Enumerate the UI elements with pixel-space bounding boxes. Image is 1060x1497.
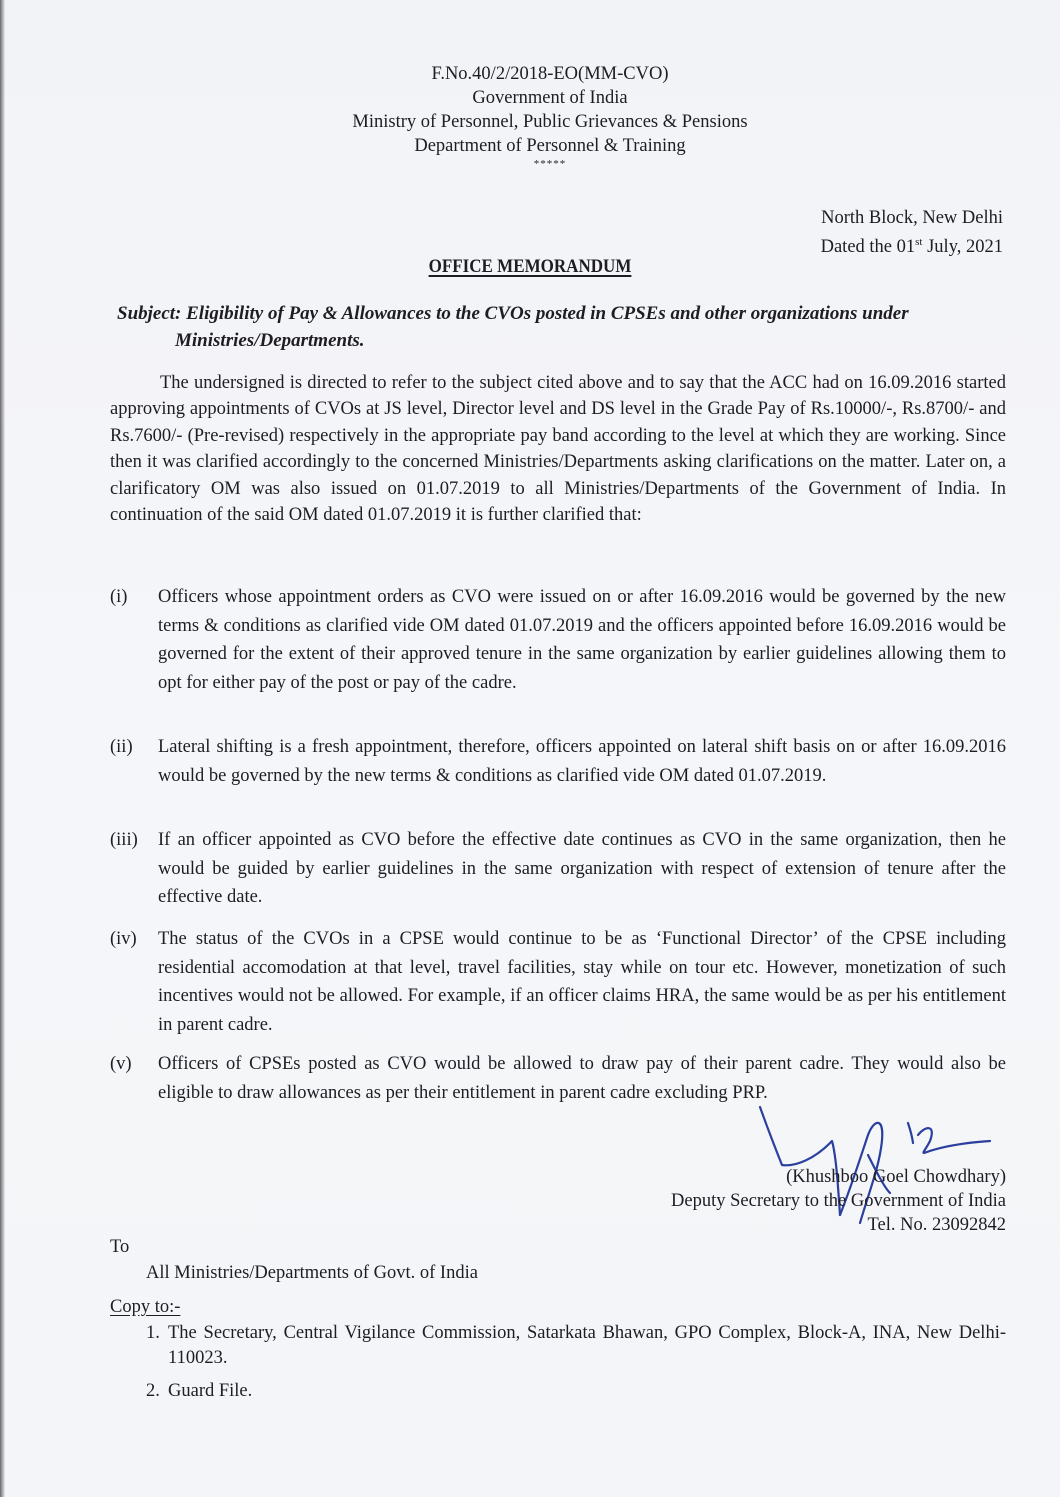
intro-paragraph: The undersigned is directed to refer to the subject cited above and to say that the ACC had on 16.09.2016 started approving appointments of CVOs at JS level, Director level and DS level in the Grade Pay of Rs.10000/-, Rs.8700/- and Rs.7600/- (Pre-revised) respectively in the appropriate pay band according to the level at which they are working. Since then it was clarified accordingly to the concerned Ministries/Departments asking clarifications on the matter. Later on, a clarificatory OM was also issued on 01.07.2019 to all Ministries/Departments of the Government of India. In continuation of the said OM dated 01.07.2019 it is further clarified that: [110, 373, 1006, 526]
clause-text: Officers whose appointment orders as CVO were issued on or after 16.09.2016 would be governed by the new terms & conditions as clarified vide OM dated 01.07.2019 and the officers appointed before 16.09.2016 would be governed for the extent of their approved tenure in the same organization by earlier guidelines allowing them to opt for either pay of the post or pay of the cadre. [158, 587, 1006, 693]
date-prefix: Dated the 01 [820, 237, 916, 258]
clause-number: (i) [110, 587, 128, 607]
clause-number: (v) [110, 1054, 132, 1074]
subject-line-2: Ministries/Departments. [175, 330, 365, 351]
place: North Block, New Delhi [821, 208, 1003, 228]
clause-i [110, 583, 1006, 697]
copy-to-list [146, 1321, 1006, 1412]
signatory-designation: Deputy Secretary to the Government of India [671, 1191, 1006, 1211]
clause-iv [110, 925, 1006, 1039]
clause-iii [110, 826, 1006, 912]
copy-item [146, 1379, 1006, 1404]
copy-item-number: 2. [146, 1381, 160, 1401]
subject-line-1: Subject: Eligibility of Pay & Allowances to the CVOs posted in CPSEs and other organizations under [117, 303, 909, 324]
copy-to-label: Copy to:- [110, 1297, 181, 1317]
clause-ii [110, 733, 1006, 790]
clause-text: Lateral shifting is a fresh appointment, therefore, officers appointed on lateral shift basis on or after 16.09.2016 would be governed by the new terms & conditions as clarified vide OM dated 01.07.2019. [158, 737, 1006, 786]
signatory-name: (Khushboo Goel Chowdhary) [786, 1167, 1006, 1187]
separator-stars: ***** [533, 158, 567, 170]
clause-text: If an officer appointed as CVO before the effective date continues as CVO in the same organization, then he would be guided by earlier guidelines in the same organization with respect of extension of tenure after the effective date. [158, 830, 1006, 907]
file-number: F.No.40/2/2018-EO(MM-CVO) [431, 64, 669, 84]
date [821, 230, 1003, 259]
to-label: To [110, 1237, 130, 1257]
government-name: Government of India [472, 88, 628, 108]
department-name: Department of Personnel & Training [414, 136, 686, 156]
date-rest: July, 2021 [922, 237, 1003, 258]
clause-number: (iii) [110, 830, 138, 850]
clause-number: (iv) [110, 929, 137, 949]
copy-item-text: Guard File. [168, 1381, 253, 1401]
clause-text: Officers of CPSEs posted as CVO would be allowed to draw pay of their parent cadre. They would also be eligible to draw allowances as per their entitlement in parent cadre excluding PRP. [158, 1054, 1006, 1103]
signatory-phone: Tel. No. 23092842 [867, 1215, 1006, 1235]
copy-item-number: 1. [146, 1323, 160, 1343]
document-title: OFFICE MEMORANDUM [428, 257, 632, 277]
scan-edge-shadow [0, 0, 5, 1497]
copy-item-text: The Secretary, Central Vigilance Commission, Satarkata Bhawan, GPO Complex, Block-A, INA, New Delhi-110023. [168, 1323, 1006, 1368]
to-recipient: All Ministries/Departments of Govt. of India [146, 1263, 478, 1283]
place-date-block [821, 206, 1003, 259]
copy-item [146, 1321, 1006, 1371]
ministry-name: Ministry of Personnel, Public Grievances & Pensions [352, 112, 748, 132]
subject-line [117, 300, 1012, 354]
clause-number: (ii) [110, 737, 133, 757]
letterhead [260, 62, 840, 170]
clause-text: The status of the CVOs in a CPSE would continue to be as ‘Functional Director’ of the CPSE including residential accomodation at that level, travel facilities, stay while on tour etc. However, monetization of such incentives would not be allowed. For example, if an officer claims HRA, the same would be as per his entitlement in parent cadre. [158, 929, 1006, 1035]
date-ordinal: st [915, 236, 923, 248]
signatory-block [671, 1165, 1006, 1237]
